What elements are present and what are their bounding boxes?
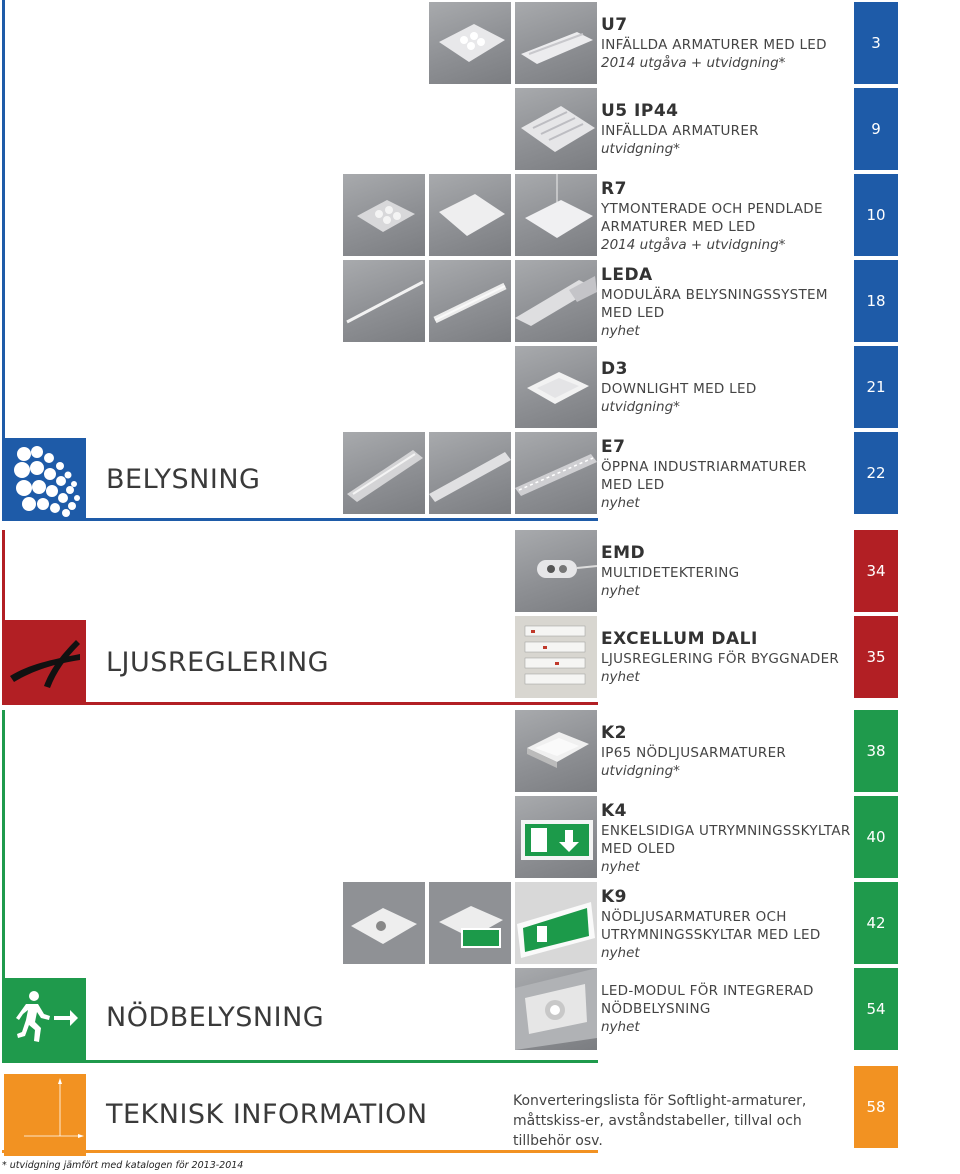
product-description: UTRYMNINGSSKYLTAR MED LED bbox=[601, 927, 821, 943]
product-image bbox=[515, 2, 597, 84]
page-tab-leda[interactable] bbox=[854, 260, 898, 342]
product-image bbox=[429, 432, 511, 514]
product-entry-e7 bbox=[601, 436, 851, 512]
category-title-belysning: BELYSNING bbox=[106, 464, 261, 495]
product-name: EXCELLUM DALI bbox=[601, 629, 758, 649]
nodbelysning-baseline bbox=[2, 1060, 598, 1063]
product-description: NÖDBELYSNING bbox=[601, 1001, 711, 1017]
page-tab-u5[interactable] bbox=[854, 88, 898, 170]
product-name: EMD bbox=[601, 543, 646, 563]
product-note: nyhet bbox=[601, 945, 640, 961]
product-name: R7 bbox=[601, 179, 627, 199]
page-number: 34 bbox=[866, 562, 886, 580]
product-note: nyhet bbox=[601, 495, 640, 511]
product-name: LED-MODUL FÖR INTEGRERAD bbox=[601, 983, 814, 999]
product-entry-emd bbox=[601, 542, 851, 600]
page-number: 40 bbox=[866, 828, 886, 846]
product-description: MED OLED bbox=[601, 841, 676, 857]
product-description: MULTIDETEKTERING bbox=[601, 565, 740, 581]
product-name: K9 bbox=[601, 887, 628, 907]
product-entry-led-modul bbox=[601, 982, 851, 1036]
page-number: 35 bbox=[866, 648, 886, 666]
product-entry-d3 bbox=[601, 358, 851, 416]
product-image bbox=[515, 260, 597, 342]
page-tab-e7[interactable] bbox=[854, 432, 898, 514]
product-image bbox=[429, 174, 511, 256]
product-name: LEDA bbox=[601, 265, 653, 285]
product-description: ÖPPNA INDUSTRIARMATURER bbox=[601, 459, 807, 475]
product-note: 2014 utgåva + utvidgning* bbox=[601, 55, 786, 71]
page-number: 21 bbox=[866, 378, 886, 396]
product-note: 2014 utgåva + utvidgning* bbox=[601, 237, 786, 253]
ljusreglering-baseline bbox=[2, 702, 598, 705]
product-note: nyhet bbox=[601, 323, 640, 339]
product-note: nyhet bbox=[601, 859, 640, 875]
product-description: INFÄLLDA ARMATURER bbox=[601, 123, 759, 139]
product-entry-excellum bbox=[601, 628, 851, 686]
product-description: IP65 NÖDLJUSARMATURER bbox=[601, 745, 787, 761]
page-tab-k9[interactable] bbox=[854, 882, 898, 964]
product-image bbox=[515, 968, 597, 1050]
product-description: INFÄLLDA ARMATURER MED LED bbox=[601, 37, 827, 53]
product-name: D3 bbox=[601, 359, 628, 379]
product-image bbox=[515, 346, 597, 428]
product-image bbox=[343, 882, 425, 964]
product-image bbox=[429, 882, 511, 964]
page-tab-teknisk[interactable] bbox=[854, 1066, 898, 1148]
product-image bbox=[515, 796, 597, 878]
product-description: YTMONTERADE OCH PENDLADE bbox=[601, 201, 823, 217]
product-image bbox=[515, 530, 597, 612]
product-note: utvidgning* bbox=[601, 399, 680, 415]
belysning-icon bbox=[4, 438, 86, 520]
teknisk-baseline bbox=[2, 1150, 598, 1153]
product-entry-k4 bbox=[601, 800, 851, 876]
product-description: LJUSREGLERING FÖR BYGGNADER bbox=[601, 651, 840, 667]
page-number: 9 bbox=[871, 120, 881, 138]
product-entry-u5 bbox=[601, 100, 851, 158]
footnote: * utvidgning jämfört med katalogen för 2013-2014 bbox=[2, 1160, 244, 1171]
page-number: 54 bbox=[866, 1000, 886, 1018]
product-image bbox=[515, 710, 597, 792]
page-number: 38 bbox=[866, 742, 886, 760]
product-image bbox=[343, 432, 425, 514]
product-description: ARMATURER MED LED bbox=[601, 219, 756, 235]
product-image bbox=[515, 432, 597, 514]
page-tab-u7[interactable] bbox=[854, 2, 898, 84]
product-image bbox=[515, 616, 597, 698]
category-title-ljusreglering: LJUSREGLERING bbox=[106, 647, 330, 678]
product-image bbox=[515, 882, 597, 964]
category-title-teknisk: TEKNISK INFORMATION bbox=[106, 1099, 428, 1130]
product-note: nyhet bbox=[601, 669, 640, 685]
page-tab-k4[interactable] bbox=[854, 796, 898, 878]
product-entry-u7 bbox=[601, 14, 851, 72]
page-tab-r7[interactable] bbox=[854, 174, 898, 256]
product-description: NÖDLJUSARMATURER OCH bbox=[601, 909, 787, 925]
page-tab-d3[interactable] bbox=[854, 346, 898, 428]
teknisk-icon bbox=[4, 1074, 86, 1156]
product-note: nyhet bbox=[601, 1019, 640, 1035]
page-tab-emd[interactable] bbox=[854, 530, 898, 612]
product-image bbox=[343, 174, 425, 256]
product-image bbox=[515, 174, 597, 256]
page-number: 22 bbox=[866, 464, 886, 482]
product-description: DOWNLIGHT MED LED bbox=[601, 381, 757, 397]
ljusreglering-icon bbox=[4, 620, 86, 702]
page-number: 10 bbox=[866, 206, 886, 224]
product-entry-leda bbox=[601, 264, 851, 340]
product-image bbox=[343, 260, 425, 342]
product-name: U5 IP44 bbox=[601, 101, 679, 121]
product-image bbox=[429, 2, 511, 84]
product-name: K2 bbox=[601, 723, 628, 743]
belysning-baseline bbox=[2, 518, 598, 521]
product-note: nyhet bbox=[601, 583, 640, 599]
product-description: MED LED bbox=[601, 305, 665, 321]
product-description: MED LED bbox=[601, 477, 665, 493]
nodbelysning-icon bbox=[4, 978, 86, 1060]
category-title-nodbelysning: NÖDBELYSNING bbox=[106, 1002, 325, 1033]
product-entry-k2 bbox=[601, 722, 851, 780]
page-tab-excellum[interactable] bbox=[854, 616, 898, 698]
page-number: 18 bbox=[866, 292, 886, 310]
product-description: ENKELSIDIGA UTRYMNINGSSKYLTAR bbox=[601, 823, 851, 839]
teknisk-description: Konverteringslista för Softlight-armaturer, måttskiss-er, avståndstabeller, tillval och tillbehör osv. bbox=[513, 1093, 807, 1149]
page-tab-led-modul[interactable] bbox=[854, 968, 898, 1050]
product-description: MODULÄRA BELYSNINGSSYSTEM bbox=[601, 287, 828, 303]
product-image bbox=[429, 260, 511, 342]
product-image bbox=[515, 88, 597, 170]
product-name: K4 bbox=[601, 801, 628, 821]
product-entry-k9 bbox=[601, 886, 851, 962]
product-note: utvidgning* bbox=[601, 763, 680, 779]
page-tab-k2[interactable] bbox=[854, 710, 898, 792]
product-note: utvidgning* bbox=[601, 141, 680, 157]
page-number: 58 bbox=[866, 1098, 886, 1116]
product-name: E7 bbox=[601, 437, 626, 457]
product-entry-r7 bbox=[601, 178, 851, 254]
page-number: 3 bbox=[871, 34, 881, 52]
page-number: 42 bbox=[866, 914, 886, 932]
product-name: U7 bbox=[601, 15, 628, 35]
